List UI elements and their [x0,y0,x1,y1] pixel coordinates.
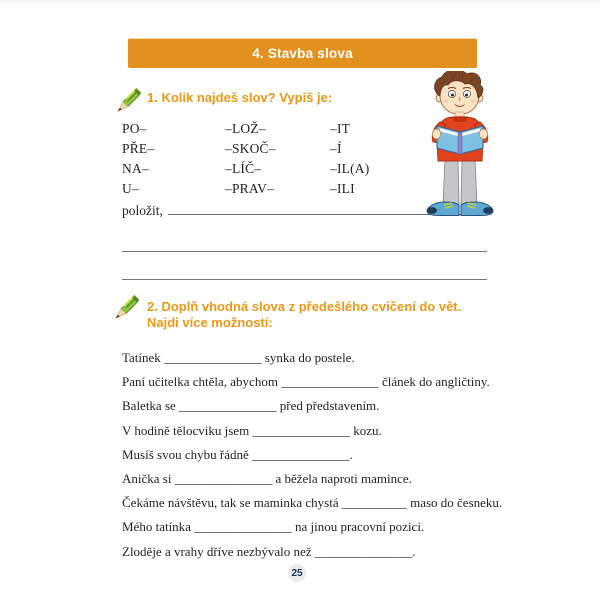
exercise2-heading [147,299,461,330]
word-parts-grid [122,121,369,201]
pencil-icon [111,290,143,322]
word-cell: –ILI [330,181,355,196]
word-cell: –LÍČ– [225,161,262,176]
word-cell: –SKOČ– [225,141,276,156]
sentence-line: Musíš svou chybu řádně _______________. [122,446,353,462]
page-number: 25 [291,567,303,579]
sentence-line: Čekáme návštěvu, tak se maminka chystá __________ maso do česneku. [122,495,503,511]
word-cell: –IT [330,121,351,136]
chapter-header-bar [128,38,477,68]
chapter-title: 4. Stavba slova [252,46,353,61]
word-cell: –PRAV– [225,181,274,196]
word-cell: –IL(A) [330,161,370,176]
exercise2-heading-line2: Najdi více možností: [147,314,273,330]
word-cell: –LOŽ– [225,121,266,136]
sentence-line: V hodině tělocviku jsem _______________ kozu. [122,422,382,438]
exercise2-heading-line1: 2. Doplň vhodná slova z předešlého cvičení do vět. [147,299,462,314]
boy-reading-book-illustration [418,71,510,217]
page-edge [0,0,600,6]
word-cell: PŘE– [122,141,155,156]
word-cell: PO– [122,121,147,136]
write-in-line [122,251,487,252]
word-cell: U– [122,181,139,196]
page-number-badge [288,564,306,582]
exercise1-heading: 1. Kolik najdeš slov? Vypiš je: [147,90,333,105]
write-in-line [122,279,487,280]
sentence-line: Anička si _______________ a běžela naproti mamince. [122,471,412,487]
sentence-line: Baletka se _______________ před představením. [122,398,380,414]
sentence-list [122,346,503,564]
sentence-line: Paní učitelka chtěla, abychom _______________ článek do angličtiny. [122,374,490,390]
pencil-icon [113,83,145,115]
word-cell: NA– [122,161,149,176]
sentence-line: Mého tatínka _______________ na jinou pracovní pozici. [122,519,425,535]
sentence-line: Zloděje a vrahy dříve nezbývalo než _______________. [122,543,416,559]
answer-prefix: položit, [122,203,163,218]
word-cell: –Í [330,141,342,156]
sentence-line: Tatínek _______________ synka do postele. [122,350,355,365]
